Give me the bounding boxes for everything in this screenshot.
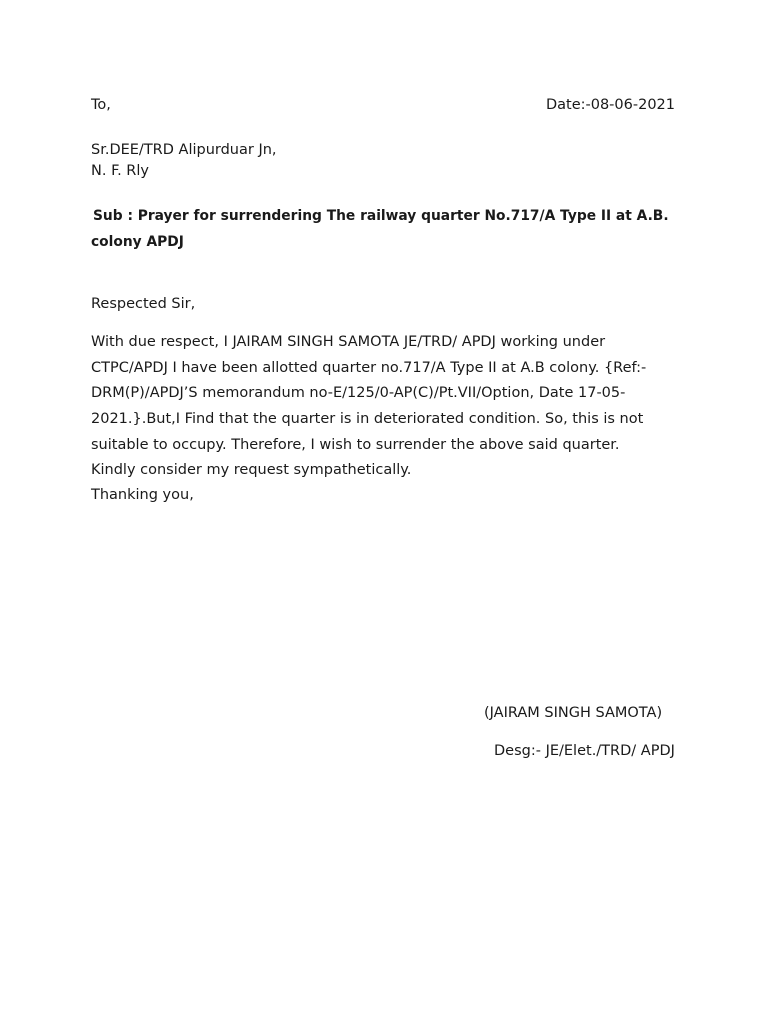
to-label: To, xyxy=(91,97,111,113)
subject-line-2: colony APDJ xyxy=(91,234,184,250)
body-line: CTPC/APDJ I have been allotted quarter no.717/A Type II at A.B colony. {Ref:- xyxy=(91,360,647,376)
closing-line: Thanking you, xyxy=(91,487,194,503)
body-line: Kindly consider my request sympathetically. xyxy=(91,462,412,478)
body-line: 2021.}.But,I Find that the quarter is in deteriorated condition. So, this is not xyxy=(91,411,644,427)
body-line: With due respect, I JAIRAM SINGH SAMOTA JE/TRD/ APDJ working under xyxy=(91,334,606,350)
body-line: DRM(P)/APDJ’S memorandum no-E/125/0-AP(C)/Pt.VII/Option, Date 17-05- xyxy=(91,385,626,401)
recipient-line-2: N. F. Rly xyxy=(91,163,149,179)
subject-line-1: Sub : Prayer for surrendering The railway quarter No.717/A Type II at A.B. xyxy=(93,208,669,224)
letter-date: Date:-08-06-2021 xyxy=(545,97,675,113)
signature-designation: Desg:- JE/Elet./TRD/ APDJ xyxy=(494,743,675,759)
recipient-line-1: Sr.DEE/TRD Alipurduar Jn, xyxy=(91,142,277,158)
body-line: suitable to occupy. Therefore, I wish to surrender the above said quarter. xyxy=(91,437,620,453)
salutation: Respected Sir, xyxy=(91,296,196,312)
signature-name: (JAIRAM SINGH SAMOTA) xyxy=(484,705,663,721)
